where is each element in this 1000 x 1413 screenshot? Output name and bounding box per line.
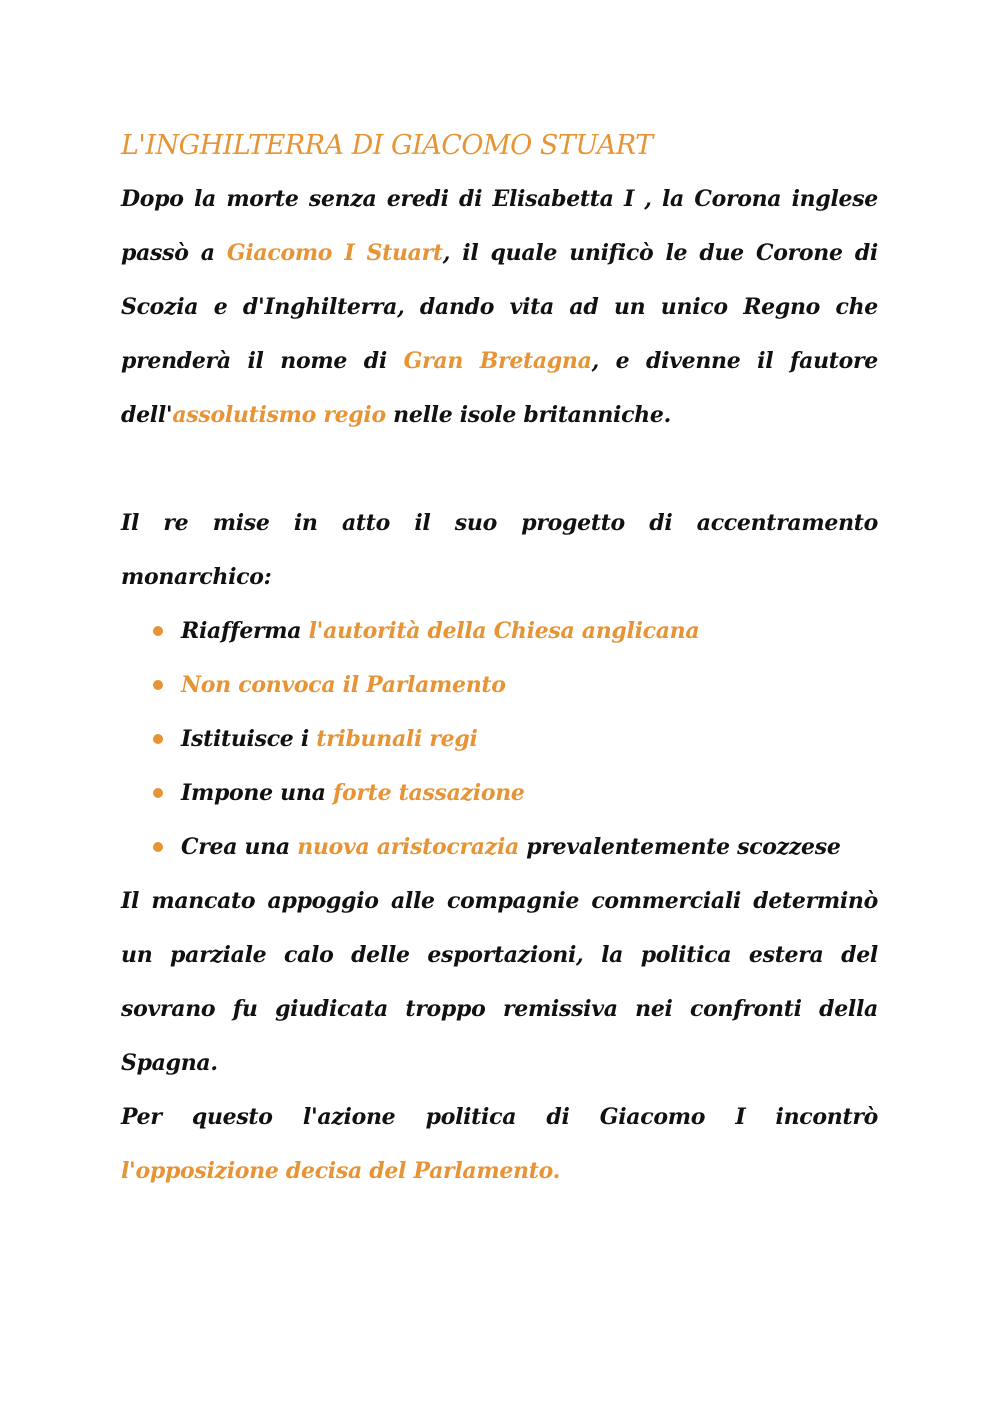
list-item bbox=[153, 658, 878, 712]
highlight-giacomo: Giacomo I Stuart bbox=[226, 240, 443, 266]
bullet-highlight: tribunali regi bbox=[316, 726, 478, 752]
plan-intro: Il re mise in atto il suo progetto di accentramento monarchico: bbox=[121, 510, 878, 590]
list-item bbox=[153, 766, 878, 820]
bullet-text: Crea una bbox=[181, 834, 298, 860]
intro-paragraph bbox=[121, 172, 878, 442]
intro-text: nelle isole britanniche. bbox=[385, 402, 671, 428]
bullet-highlight: forte tassazione bbox=[332, 780, 525, 806]
highlight-gran-bretagna: Gran Bretagna bbox=[403, 348, 592, 374]
bullet-icon bbox=[153, 734, 163, 744]
conclusion-paragraph bbox=[121, 1090, 878, 1198]
list-item bbox=[153, 712, 878, 766]
consequences-paragraph: Il mancato appoggio alle compagnie commerciali determinò un parziale calo delle esportazioni, la politica estera del sovrano fu giudicata troppo remissiva nei confronti della Spagna. bbox=[121, 888, 878, 1076]
document-page bbox=[121, 120, 878, 1198]
bullet-icon bbox=[153, 842, 163, 852]
bullet-text-after: prevalentemente scozzese bbox=[518, 834, 841, 860]
paragraph-spacer bbox=[121, 442, 878, 496]
intro-text: Dopo la morte senza eredi di Elisabetta I , la Corona inglese passò a bbox=[121, 186, 878, 266]
intro-text: , e divenne il fautore dell' bbox=[121, 348, 878, 428]
page-title: L'INGHILTERRA DI GIACOMO STUART bbox=[121, 130, 653, 161]
bullet-text: Riafferma bbox=[181, 618, 309, 644]
bullet-icon bbox=[153, 680, 163, 690]
conclusion-text: Per questo l'azione politica di Giacomo I incontrò bbox=[121, 1104, 878, 1130]
bullet-list bbox=[121, 604, 878, 874]
highlight-opposizione: l'opposizione decisa del Parlamento. bbox=[121, 1158, 560, 1184]
bullet-highlight: l'autorità della Chiesa anglicana bbox=[308, 618, 700, 644]
bullet-highlight: nuova aristocrazia bbox=[297, 834, 519, 860]
list-item bbox=[153, 820, 878, 874]
list-item bbox=[153, 604, 878, 658]
bullet-icon bbox=[153, 788, 163, 798]
bullet-text: Impone una bbox=[181, 780, 333, 806]
highlight-assolutismo: assolutismo regio bbox=[172, 402, 386, 428]
bullet-highlight: Non convoca il Parlamento bbox=[181, 672, 506, 698]
bullet-text: Istituisce i bbox=[181, 726, 317, 752]
intro-text: , il quale unificò le due Corone di Scozia e d'Inghilterra, dando vita ad un unico Regno che prenderà il nome di bbox=[121, 240, 878, 374]
bullet-icon bbox=[153, 626, 163, 636]
